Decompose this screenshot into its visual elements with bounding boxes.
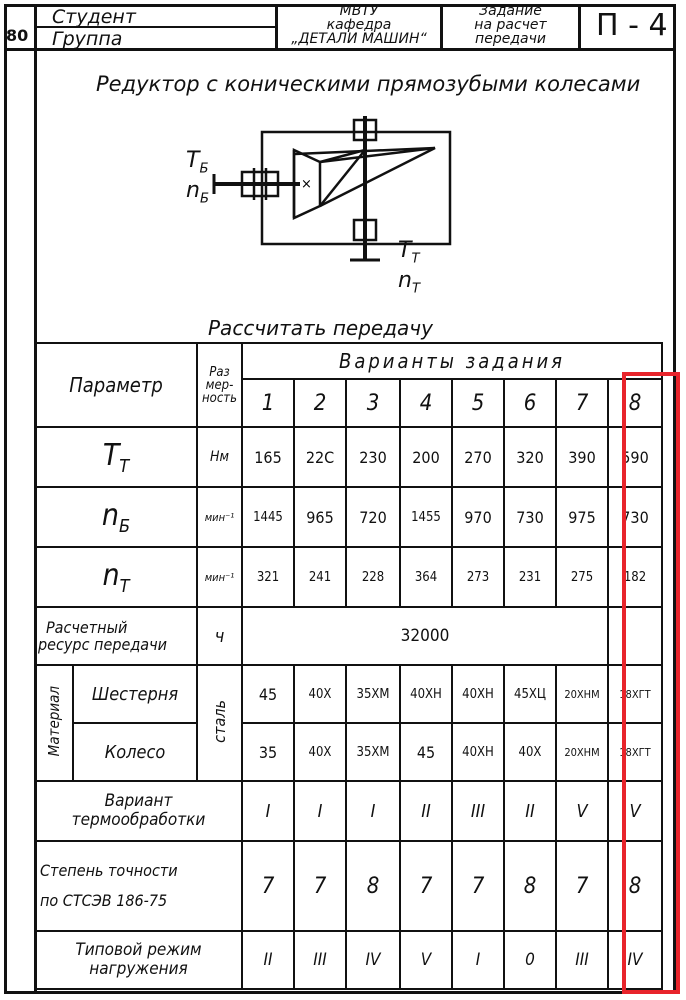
param-pinion: Шестерня — [73, 665, 197, 723]
table-row — [35, 931, 662, 989]
param-resource: Расчетный ресурс передачи — [35, 607, 197, 665]
value-cell: V — [608, 781, 662, 841]
value-cell: 241 — [294, 547, 346, 607]
value-cell: 730 — [608, 487, 662, 547]
resource-value: 32000 — [242, 607, 608, 665]
variant-8-highlight — [622, 372, 680, 994]
value-cell: 8 — [504, 841, 556, 931]
variant-number: 4 — [400, 379, 452, 427]
param-heat: Вариант термообработки — [35, 781, 242, 841]
param-nb: $n_Б$ — [35, 487, 197, 547]
page-title: Редуктор с коническими прямозубыми колесами — [96, 72, 641, 96]
unit-cell: Нм — [197, 427, 242, 487]
value-cell: 45 — [242, 665, 294, 723]
value-cell: IV — [608, 931, 662, 989]
unit-cell: мин⁻¹ — [197, 487, 242, 547]
value-cell: V — [556, 781, 608, 841]
value-cell: I — [346, 781, 400, 841]
value-cell: 22C — [294, 427, 346, 487]
value-cell: 230 — [346, 427, 400, 487]
value-cell: 40X — [294, 665, 346, 723]
variant-number: 7 — [556, 379, 608, 427]
value-cell: 40XH — [452, 723, 504, 781]
parameters-table — [34, 342, 663, 990]
variant-number: 3 — [346, 379, 400, 427]
input-torque-label: $T_Б$ — [186, 148, 209, 177]
value-cell: 40X — [504, 723, 556, 781]
output-speed-label: $n_Т$ — [398, 268, 421, 297]
value-cell: 7 — [400, 841, 452, 931]
value-cell: I — [294, 781, 346, 841]
task-line: на расчет — [474, 17, 547, 33]
org-line: кафедра — [326, 17, 392, 33]
value-cell: 7 — [452, 841, 504, 931]
value-cell: 40XH — [400, 665, 452, 723]
org-line: „ДЕТАЛИ МАШИН“ — [291, 31, 427, 47]
value-cell: 228 — [346, 547, 400, 607]
gearbox-diagram — [170, 110, 490, 310]
value-cell: 1445 — [242, 487, 294, 547]
task-line: Задание — [479, 3, 542, 19]
table-row — [35, 723, 662, 781]
value-cell: 7 — [242, 841, 294, 931]
value-cell: 18XГТ — [608, 665, 662, 723]
value-cell: 200 — [400, 427, 452, 487]
variants-header: Варианты задания — [242, 343, 662, 379]
value-cell: 7 — [556, 841, 608, 931]
value-cell: 0 — [504, 931, 556, 989]
value-cell: IV — [346, 931, 400, 989]
table-row — [35, 781, 662, 841]
page-number: 80 — [6, 26, 29, 45]
value-cell: 720 — [346, 487, 400, 547]
value-cell: 20XHM — [556, 665, 608, 723]
value-cell: 40XH — [452, 665, 504, 723]
value-cell: 270 — [452, 427, 504, 487]
value-cell: 730 — [504, 487, 556, 547]
value-cell: 45XЦ — [504, 665, 556, 723]
table-row — [35, 427, 662, 487]
table-row — [35, 607, 662, 665]
value-cell: III — [452, 781, 504, 841]
task-block — [443, 4, 578, 46]
param-accuracy: Степень точности по СТСЭВ 186-75 — [35, 841, 242, 931]
output-torque-label: $T_Т$ — [398, 238, 420, 267]
param-nt: $n_Т$ — [35, 547, 197, 607]
value-cell: 975 — [556, 487, 608, 547]
value-cell: 35XM — [346, 723, 400, 781]
value-cell: II — [504, 781, 556, 841]
unit-cell: мин⁻¹ — [197, 547, 242, 607]
value-cell: 1455 — [400, 487, 452, 547]
value-cell: 275 — [556, 547, 608, 607]
value-cell: 8 — [346, 841, 400, 931]
material-label-cell — [35, 665, 73, 781]
value-cell: 45 — [400, 723, 452, 781]
group-label: Группа — [52, 28, 123, 50]
value-cell: 970 — [452, 487, 504, 547]
org-line: МВТУ — [339, 3, 379, 19]
material-unit: сталь — [210, 699, 229, 743]
value-cell: 320 — [504, 427, 556, 487]
variant-number: 5 — [452, 379, 504, 427]
value-cell: II — [400, 781, 452, 841]
table-row — [35, 487, 662, 547]
value-cell: 165 — [242, 427, 294, 487]
param-tt: $T_Т$ — [35, 427, 197, 487]
value-cell: 390 — [556, 427, 608, 487]
value-cell: 321 — [242, 547, 294, 607]
table-row — [35, 665, 662, 723]
value-cell: II — [242, 931, 294, 989]
value-cell: 364 — [400, 547, 452, 607]
variant-number: 8 — [608, 379, 662, 427]
table-row — [35, 547, 662, 607]
value-cell: 20XHM — [556, 723, 608, 781]
value-cell: 965 — [294, 487, 346, 547]
student-label: Студент — [52, 6, 136, 28]
value-cell: 182 — [608, 547, 662, 607]
value-cell: 231 — [504, 547, 556, 607]
value-cell: 35XM — [346, 665, 400, 723]
value-cell: 35 — [242, 723, 294, 781]
value-cell: 8 — [608, 841, 662, 931]
task-line: передачи — [475, 31, 546, 47]
task-code: П - 4 — [596, 8, 668, 43]
unit-cell: ч — [197, 607, 242, 665]
value-cell: III — [556, 931, 608, 989]
value-cell: 40X — [294, 723, 346, 781]
org-block — [278, 4, 440, 46]
cross-mark: × — [301, 177, 312, 192]
value-cell: III — [294, 931, 346, 989]
input-speed-label: $n_Б$ — [186, 178, 210, 207]
variant-number: 2 — [294, 379, 346, 427]
param-wheel: Колесо — [73, 723, 197, 781]
variant-number: 1 — [242, 379, 294, 427]
value-cell: 590 — [608, 427, 662, 487]
param-load: Типовой режим нагружения — [35, 931, 242, 989]
param-header: Параметр — [35, 343, 197, 427]
value-cell: 18XГТ — [608, 723, 662, 781]
variant-number: 6 — [504, 379, 556, 427]
table-row — [35, 841, 662, 931]
value-cell: I — [452, 931, 504, 989]
value-cell: 7 — [294, 841, 346, 931]
material-unit-cell — [197, 665, 242, 781]
value-cell: V — [400, 931, 452, 989]
value-cell: 273 — [452, 547, 504, 607]
material-label: Материал — [45, 685, 63, 757]
unit-header: Раз мер- ность — [197, 343, 242, 427]
value-cell: I — [242, 781, 294, 841]
subtitle: Рассчитать передачу — [208, 316, 433, 340]
